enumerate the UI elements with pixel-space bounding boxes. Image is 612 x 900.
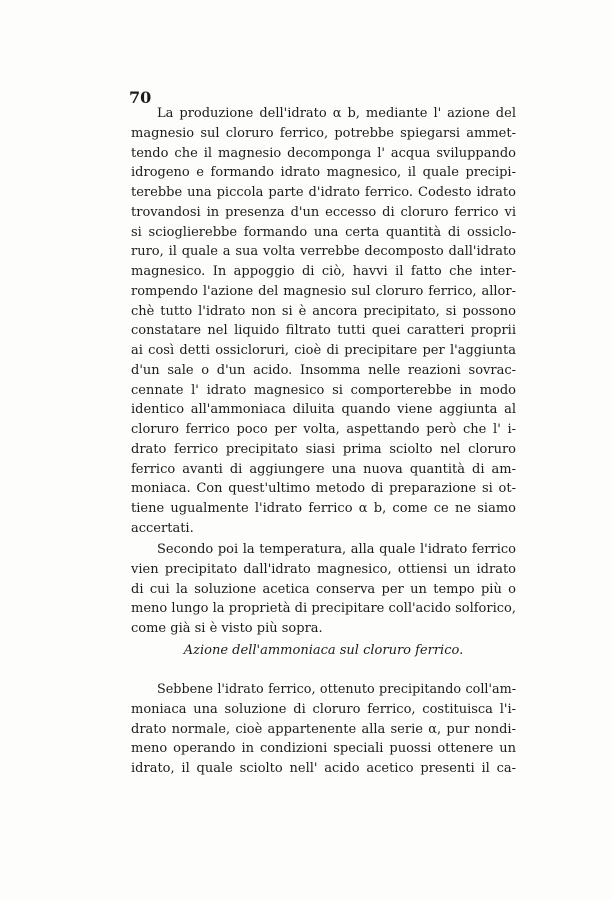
text-line: cennate l' idrato magnesico si comporterebbe in modo [131, 382, 516, 398]
text-line: d'un sale o d'un acido. Insomma nelle reazioni sovrac- [131, 362, 516, 378]
text-line: moniaca. Con quest'ultimo metodo di preparazione si ot- [131, 481, 516, 497]
text-line: drato normale, cioè appartenente alla serie α, pur nondi- [131, 721, 516, 737]
section-heading: Azione dell'ammoniaca sul cloruro ferrico. [183, 643, 464, 658]
paragraph-3 [131, 680, 516, 779]
text-line: Sebbene l'idrato ferrico, ottenuto precipitando coll'am- [157, 682, 516, 697]
text-line: La produzione dell'idrato α b, mediante l' azione del [157, 106, 516, 121]
text-line: meno lungo la proprietà di precipitare coll'acido solforico, [131, 601, 516, 617]
text-line: meno operando in condizioni speciali puossi ottenere un [131, 741, 516, 757]
text-line: come già si è visto più sopra. [131, 621, 323, 636]
text-line: ai così detti ossicloruri, cioè di precipitare per l'aggiunta [131, 343, 516, 358]
text-line: tendo che il magnesio decomponga l' acqua sviluppando [131, 145, 516, 161]
page-number: 70 [129, 88, 152, 107]
text-line: terebbe una piccola parte d'idrato ferrico. Codesto idrato [131, 185, 516, 200]
text-line: magnesio sul cloruro ferrico, potrebbe spiegarsi ammet- [131, 125, 516, 141]
text-line: idrato, il quale sciolto nell' acido acetico presenti il ca- [131, 761, 516, 776]
paragraph-2 [131, 540, 516, 639]
text-line: drato ferrico precipitato siasi prima sciolto nel cloruro [131, 441, 516, 457]
text-line: vien precipitato dall'idrato magnesico, ottiensi un idrato [131, 561, 516, 577]
text-line: trovandosi in presenza d'un eccesso di cloruro ferrico vi [131, 204, 516, 220]
text-line: si scioglierebbe formando una certa quantità di ossiclo- [131, 224, 516, 240]
text-line: cloruro ferrico poco per volta, aspettando però che l' i- [131, 422, 516, 437]
text-line: ruro, il quale a sua volta verrebbe decomposto dall'idrato [131, 244, 516, 260]
text-line: tiene ugualmente l'idrato ferrico α b, come ce ne siamo [131, 501, 516, 516]
text-line: chè tutto l'idrato non si è ancora precipitato, si possono [131, 303, 516, 319]
text-line: idrogeno e formando idrato magnesico, il quale precipi- [131, 165, 516, 181]
text-line: di cui la soluzione acetica conserva per un tempo più o [131, 581, 516, 597]
text-line: rompendo l'azione del magnesio sul cloruro ferrico, allor- [131, 283, 516, 299]
text-line: constatare nel liquido filtrato tutti quei caratteri proprii [131, 323, 516, 339]
text-line: identico all'ammoniaca diluita quando viene aggiunta al [131, 402, 516, 418]
text-line: accertati. [131, 520, 194, 536]
paragraph-1 [131, 104, 516, 539]
text-line: magnesico. In appoggio di ciò, havvi il fatto che inter- [131, 264, 516, 279]
text-line: Secondo poi la temperatura, alla quale l'idrato ferrico [157, 542, 516, 557]
text-line: moniaca una soluzione di cloruro ferrico, costituisca l'i- [131, 701, 516, 717]
text-line: ferrico avanti di aggiungere una nuova quantità di am- [131, 461, 516, 477]
